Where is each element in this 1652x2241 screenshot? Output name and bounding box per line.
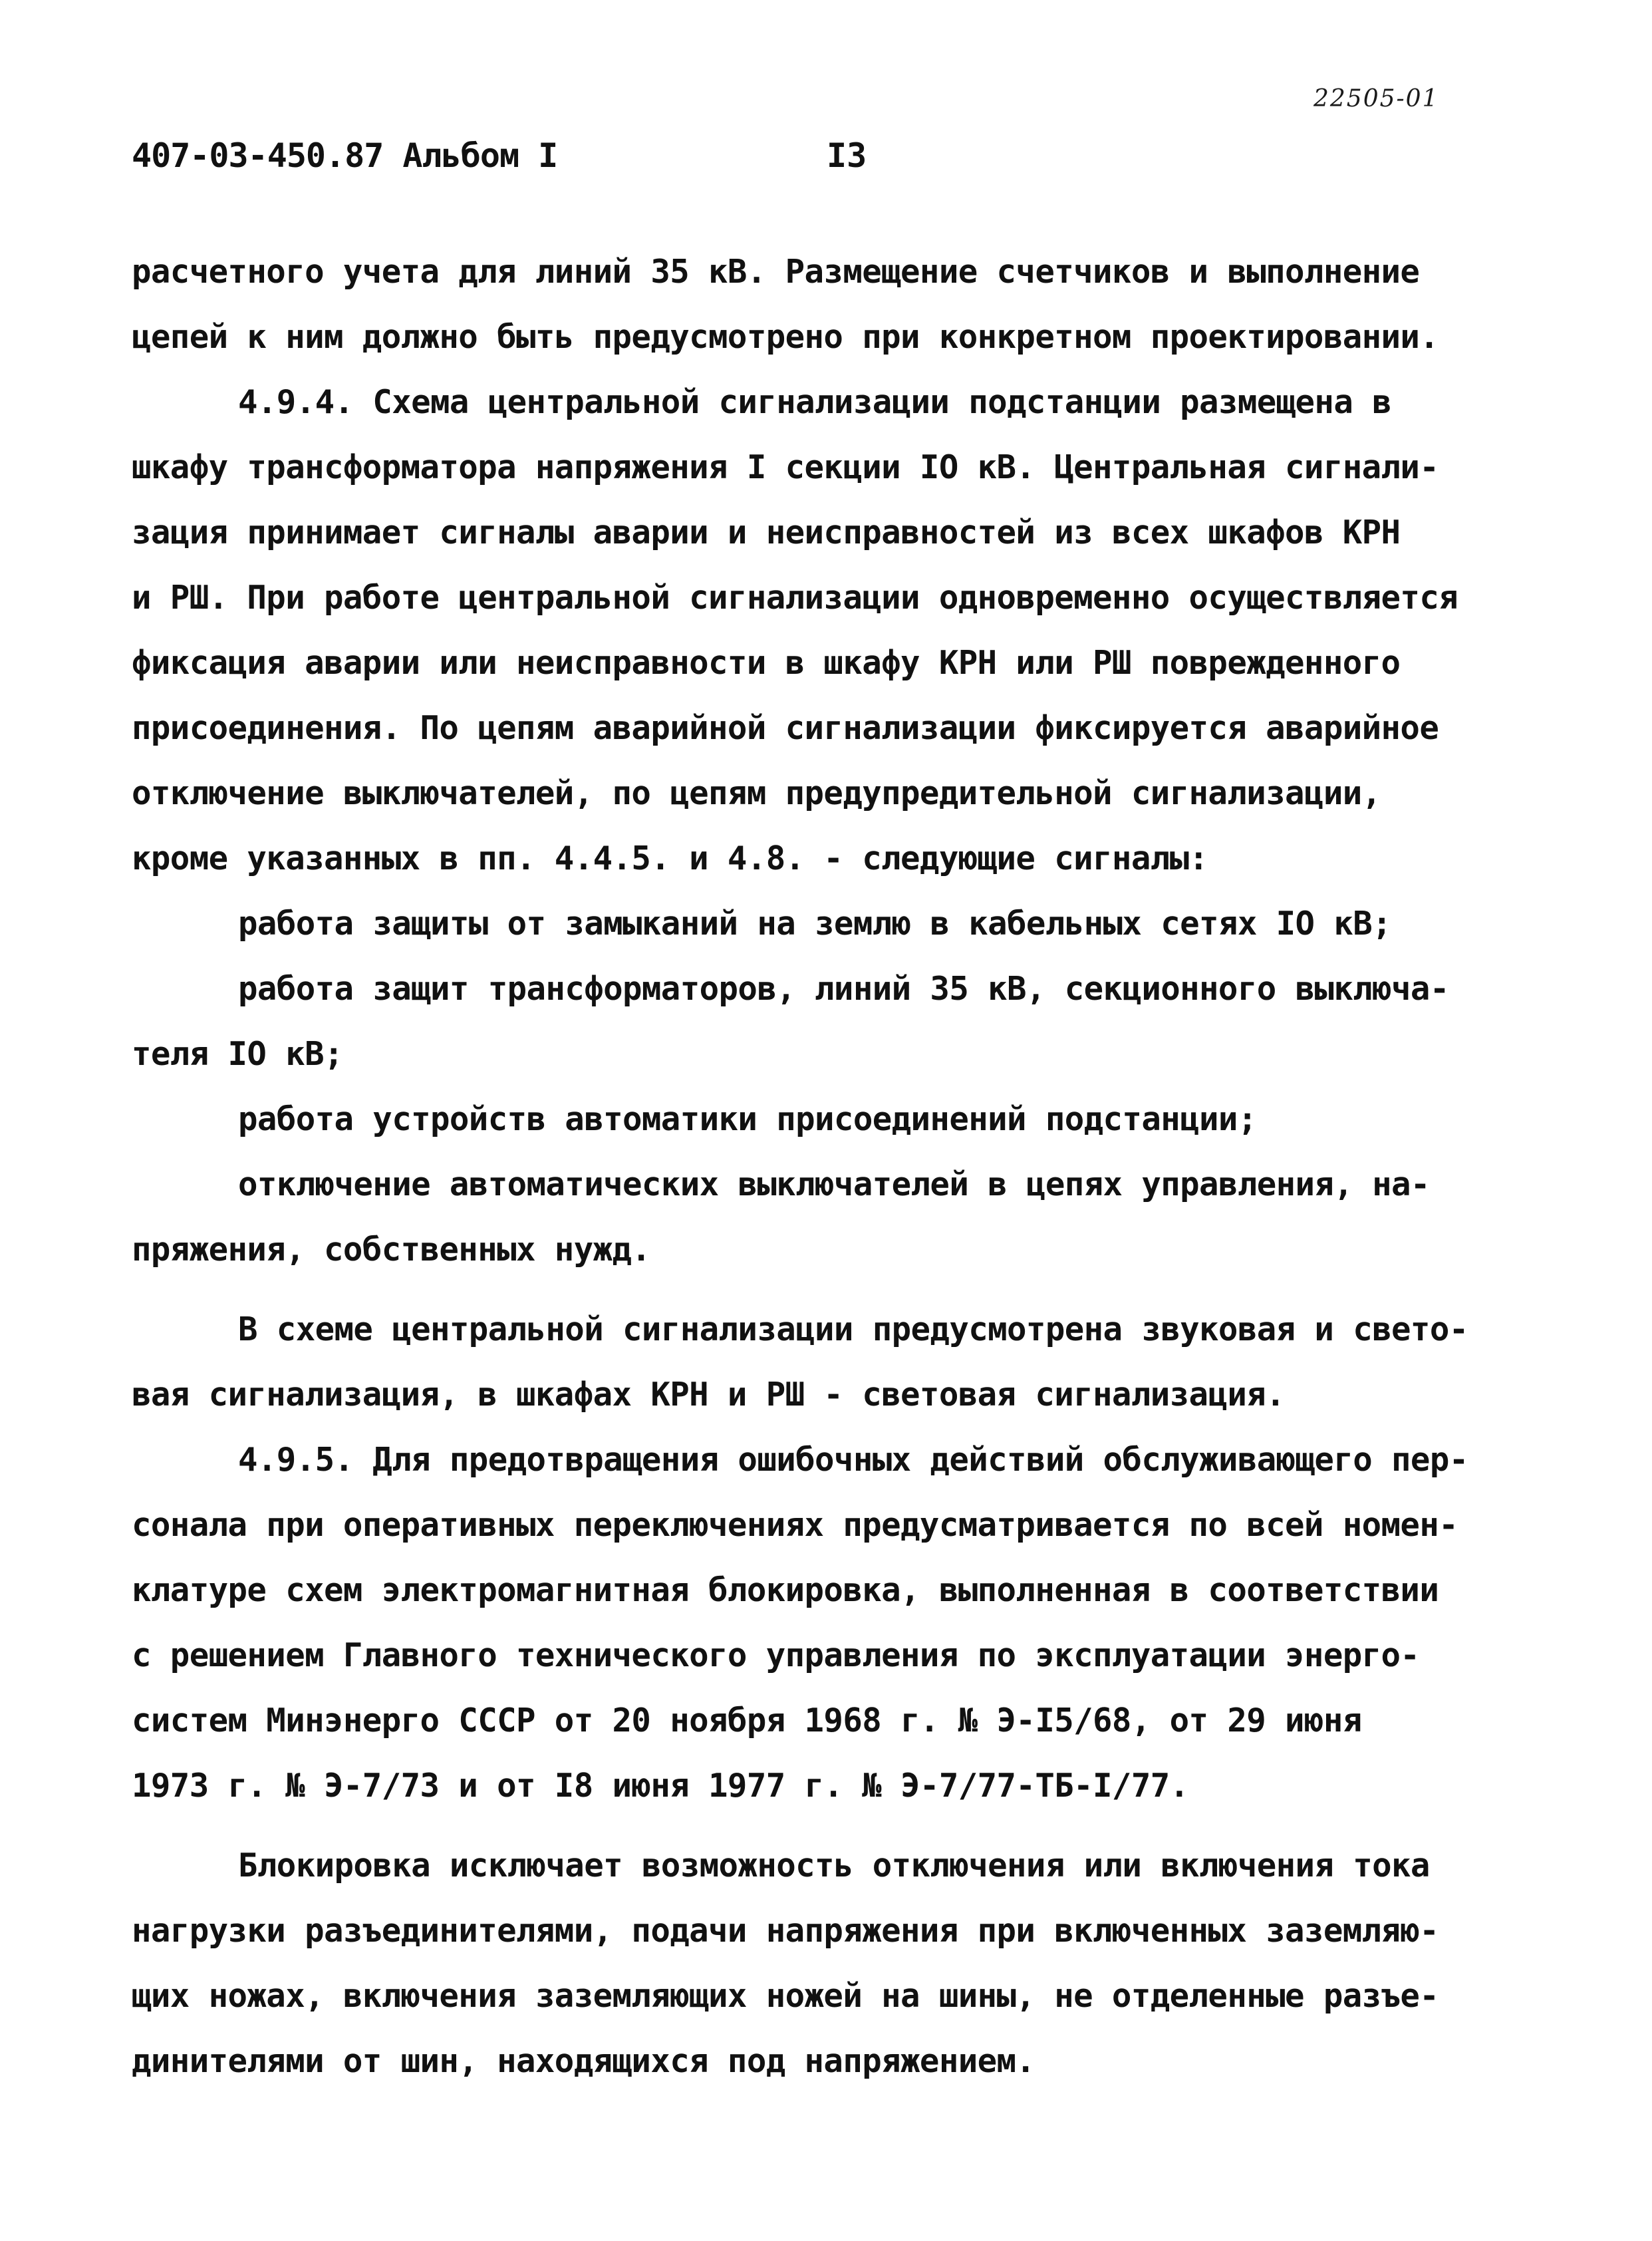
text-line: кроме указанных в пп. 4.4.5. и 4.8. - следующие сигналы: (132, 839, 1208, 877)
text-line: зация принимает сигналы аварии и неисправностей из всех шкафов КРН (132, 514, 1401, 551)
text-line: нагрузки разъединителями, подачи напряжения при включенных заземляю- (132, 1912, 1439, 1950)
document-code: 407-03-450.87 Альбом I (132, 136, 558, 175)
text-line: присоединения. По цепям аварийной сигнализации фиксируется аварийное (132, 709, 1439, 747)
text-line: и РШ. При работе центральной сигнализации одновременно осуществляется (132, 579, 1458, 617)
text-line: теля IO кВ; (132, 1035, 343, 1073)
page-number: I3 (827, 136, 867, 175)
text-line: систем Минэнерго СССР от 20 ноября 1968 г. № Э-I5/68, от 29 июня (132, 1702, 1362, 1739)
text-line: работа защит трансформаторов, линий 35 кВ, секционного выключа- (238, 970, 1449, 1008)
text-line: шкафу трансформатора напряжения I секции IO кВ. Центральная сигнали- (132, 448, 1439, 486)
text-line: пряжения, собственных нужд. (132, 1231, 651, 1269)
paragraph (132, 1152, 1522, 1282)
document-body (132, 239, 1522, 2094)
text-line: фиксация аварии или неисправности в шкафу КРН или РШ поврежденного (132, 644, 1401, 682)
text-line: клатуре схем электромагнитная блокировка, выполненная в соответствии (132, 1571, 1439, 1609)
paragraph-gap (132, 1282, 1522, 1297)
text-line: 1973 г. № Э-7/73 и от I8 июня 1977 г. № Э-7/77-ТБ-I/77. (132, 1767, 1189, 1805)
text-line: динителями от шин, находящихся под напряжением. (132, 2042, 1035, 2080)
text-line: щих ножах, включения заземляющих ножей на шины, не отделенные разъе- (132, 1977, 1439, 2015)
paragraph (132, 370, 1522, 891)
text-line: работа защиты от замыканий на землю в кабельных сетях IO кВ; (238, 905, 1392, 943)
paragraph (132, 239, 1522, 370)
text-line: вая сигнализация, в шкафах КРН и РШ - световая сигнализация. (132, 1376, 1286, 1414)
archive-stamp: 22505-01 (1313, 85, 1439, 112)
text-line: работа устройств автоматики присоединений подстанции; (238, 1100, 1257, 1138)
text-line: 4.9.4. Схема центральной сигнализации подстанции размещена в (238, 383, 1392, 421)
text-line: сонала при оперативных переключениях предусматривается по всей номен- (132, 1506, 1458, 1544)
paragraph (132, 1087, 1522, 1152)
paragraph (132, 1297, 1522, 1427)
text-line: 4.9.5. Для предотвращения ошибочных действий обслуживающего пер- (238, 1441, 1468, 1479)
text-line: цепей к ним должно быть предусмотрено при конкретном проектировании. (132, 318, 1439, 356)
paragraph (132, 1427, 1522, 1819)
text-line: с решением Главного технического управления по эксплуатации энерго- (132, 1636, 1420, 1674)
text-line: отключение выключателей, по цепям предупредительной сигнализации, (132, 774, 1381, 812)
paragraph-gap (132, 1819, 1522, 1833)
paragraph (132, 1833, 1522, 2094)
paragraph (132, 891, 1522, 957)
text-line: отключение автоматических выключателей в цепях управления, на- (238, 1165, 1430, 1203)
paragraph (132, 957, 1522, 1087)
text-line: В схеме центральной сигнализации предусмотрена звуковая и свето- (238, 1310, 1468, 1348)
text-line: расчетного учета для линий 35 кВ. Размещение счетчиков и выполнение (132, 253, 1420, 291)
text-line: Блокировка исключает возможность отключения или включения тока (238, 1847, 1430, 1884)
